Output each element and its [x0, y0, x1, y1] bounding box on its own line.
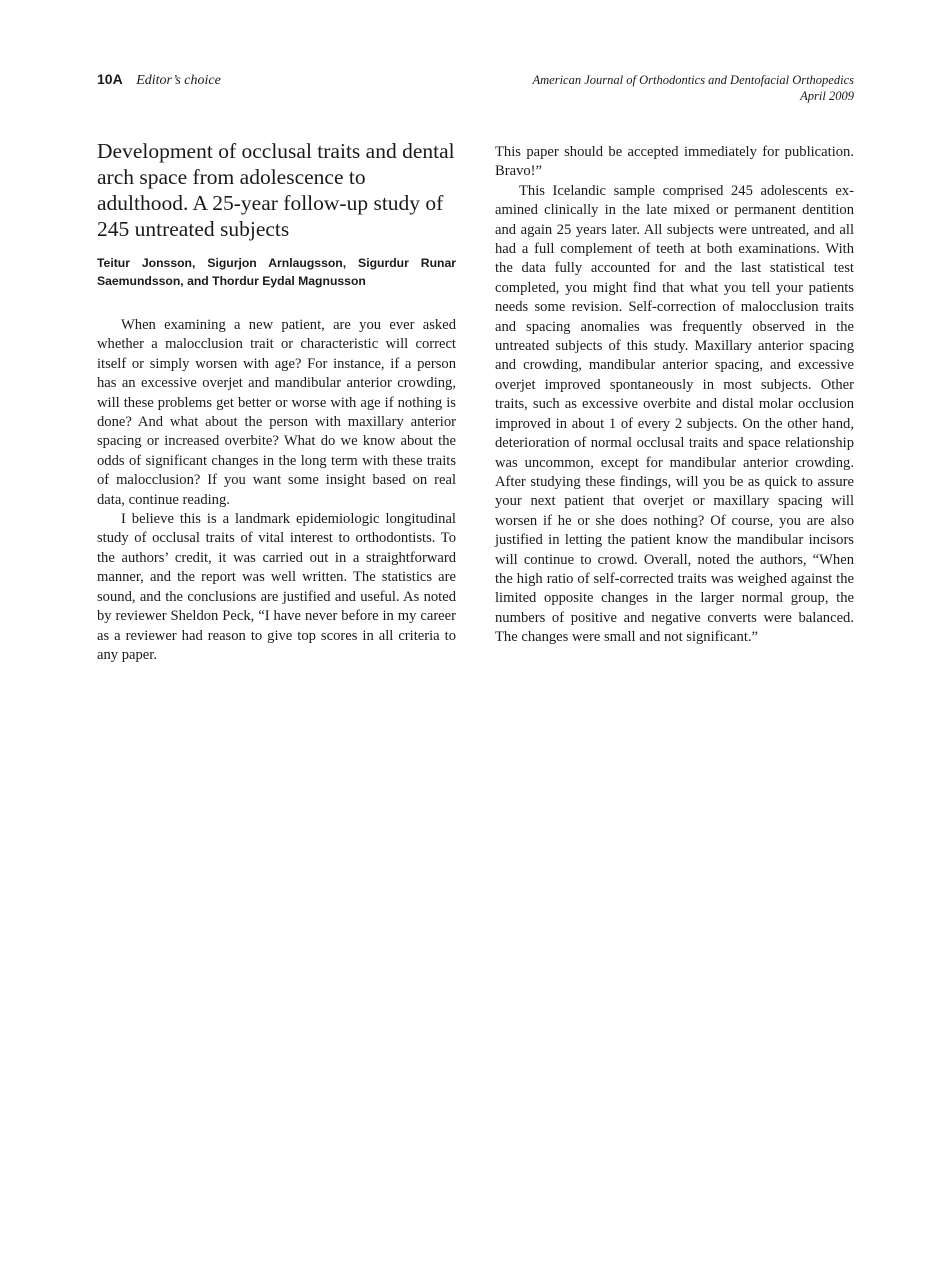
- header-right: [533, 72, 855, 104]
- page-number: 10A: [97, 71, 123, 87]
- issue-date: April 2009: [800, 89, 854, 103]
- article-authors: Teitur Jonsson, Sigurjon Arnlaugsson, Sigurdur Runar Saemundsson, and Thordur Eydal Magnusson: [97, 256, 456, 288]
- section-label: Editor’s choice: [136, 73, 221, 88]
- journal-name: American Journal of Orthodontics and Dentofacial Orthopedics: [532, 73, 854, 87]
- running-header: [97, 70, 854, 110]
- body-paragraph: This Icelandic sample comprised 245 adolescents examined clinically in the late mixed or permanent dentition and again 25 years later. All subjects were untreated, and all had a full complement of teeth at both examinations. With the data fully accounted for and the last statistical test completed, you might find that what you tell your patients needs some revision. Self-correction of malocclusion traits and spacing anomalies was frequently observed in the untreated subjects of this study. Maxillary anterior spacing and crowding, mandibular anterior spacing, and excessive overjet improved spontaneously in most subjects. Other traits, such as excessive overbite and distal molar occlusion improved in about 1 of every 2 subjects. On the other hand, deterioration of normal occlusal traits and space relationship was uncommon, except for mandibular anterior crowding. After studying these findings, will you be as quick to assure your next patient that overjet or maxillary spacing will worsen if he or she does nothing? Of course, you are also justified in letting the patient know the mandibular incisors will continue to crowd. Overall, noted the authors, “When the high ratio of self-corrected traits was weighed against the limited opposite changes in the larger normal group, the numbers of positive and negative converts were balanced. The changes were small and not significant.”: [495, 182, 854, 646]
- right-column: [495, 143, 854, 648]
- left-column: [97, 138, 456, 665]
- header-left: [97, 70, 221, 90]
- body-paragraph: I believe this is a landmark epidemiologic longitudinal study of occlusal traits of vital interest to orthodontists. To the authors’ credit, it was carried out in a straightforward manner, and the report was well written. The statistics are sound, and the conclusions are justified and useful. As noted by reviewer Sheldon Peck, “I have never before in my career as a reviewer had reason to give top scores in all criteria to any paper.: [97, 511, 456, 663]
- body-paragraph-continued: This paper should be accepted immediately for publication. Bravo!”: [495, 144, 854, 180]
- article-title: Development of occlusal traits and dental arch space from adolescence to adulthood. A 25-year follow-up study of 245 untreated subjects: [97, 139, 455, 241]
- body-paragraph: When examining a new patient, are you ever asked whether a malocclusion trait or characteristic will correct itself or simply worsen with age? For instance, if a person has an excessive overjet and mandibular anterior crowding, will these problems get better or worse with age if nothing is done? And what about the person with maxillary anterior spacing or increased overbite? What do we know about the odds of significant changes in the long term with these traits of malocclusion? If you want some insight based on real data, continue reading.: [97, 317, 456, 508]
